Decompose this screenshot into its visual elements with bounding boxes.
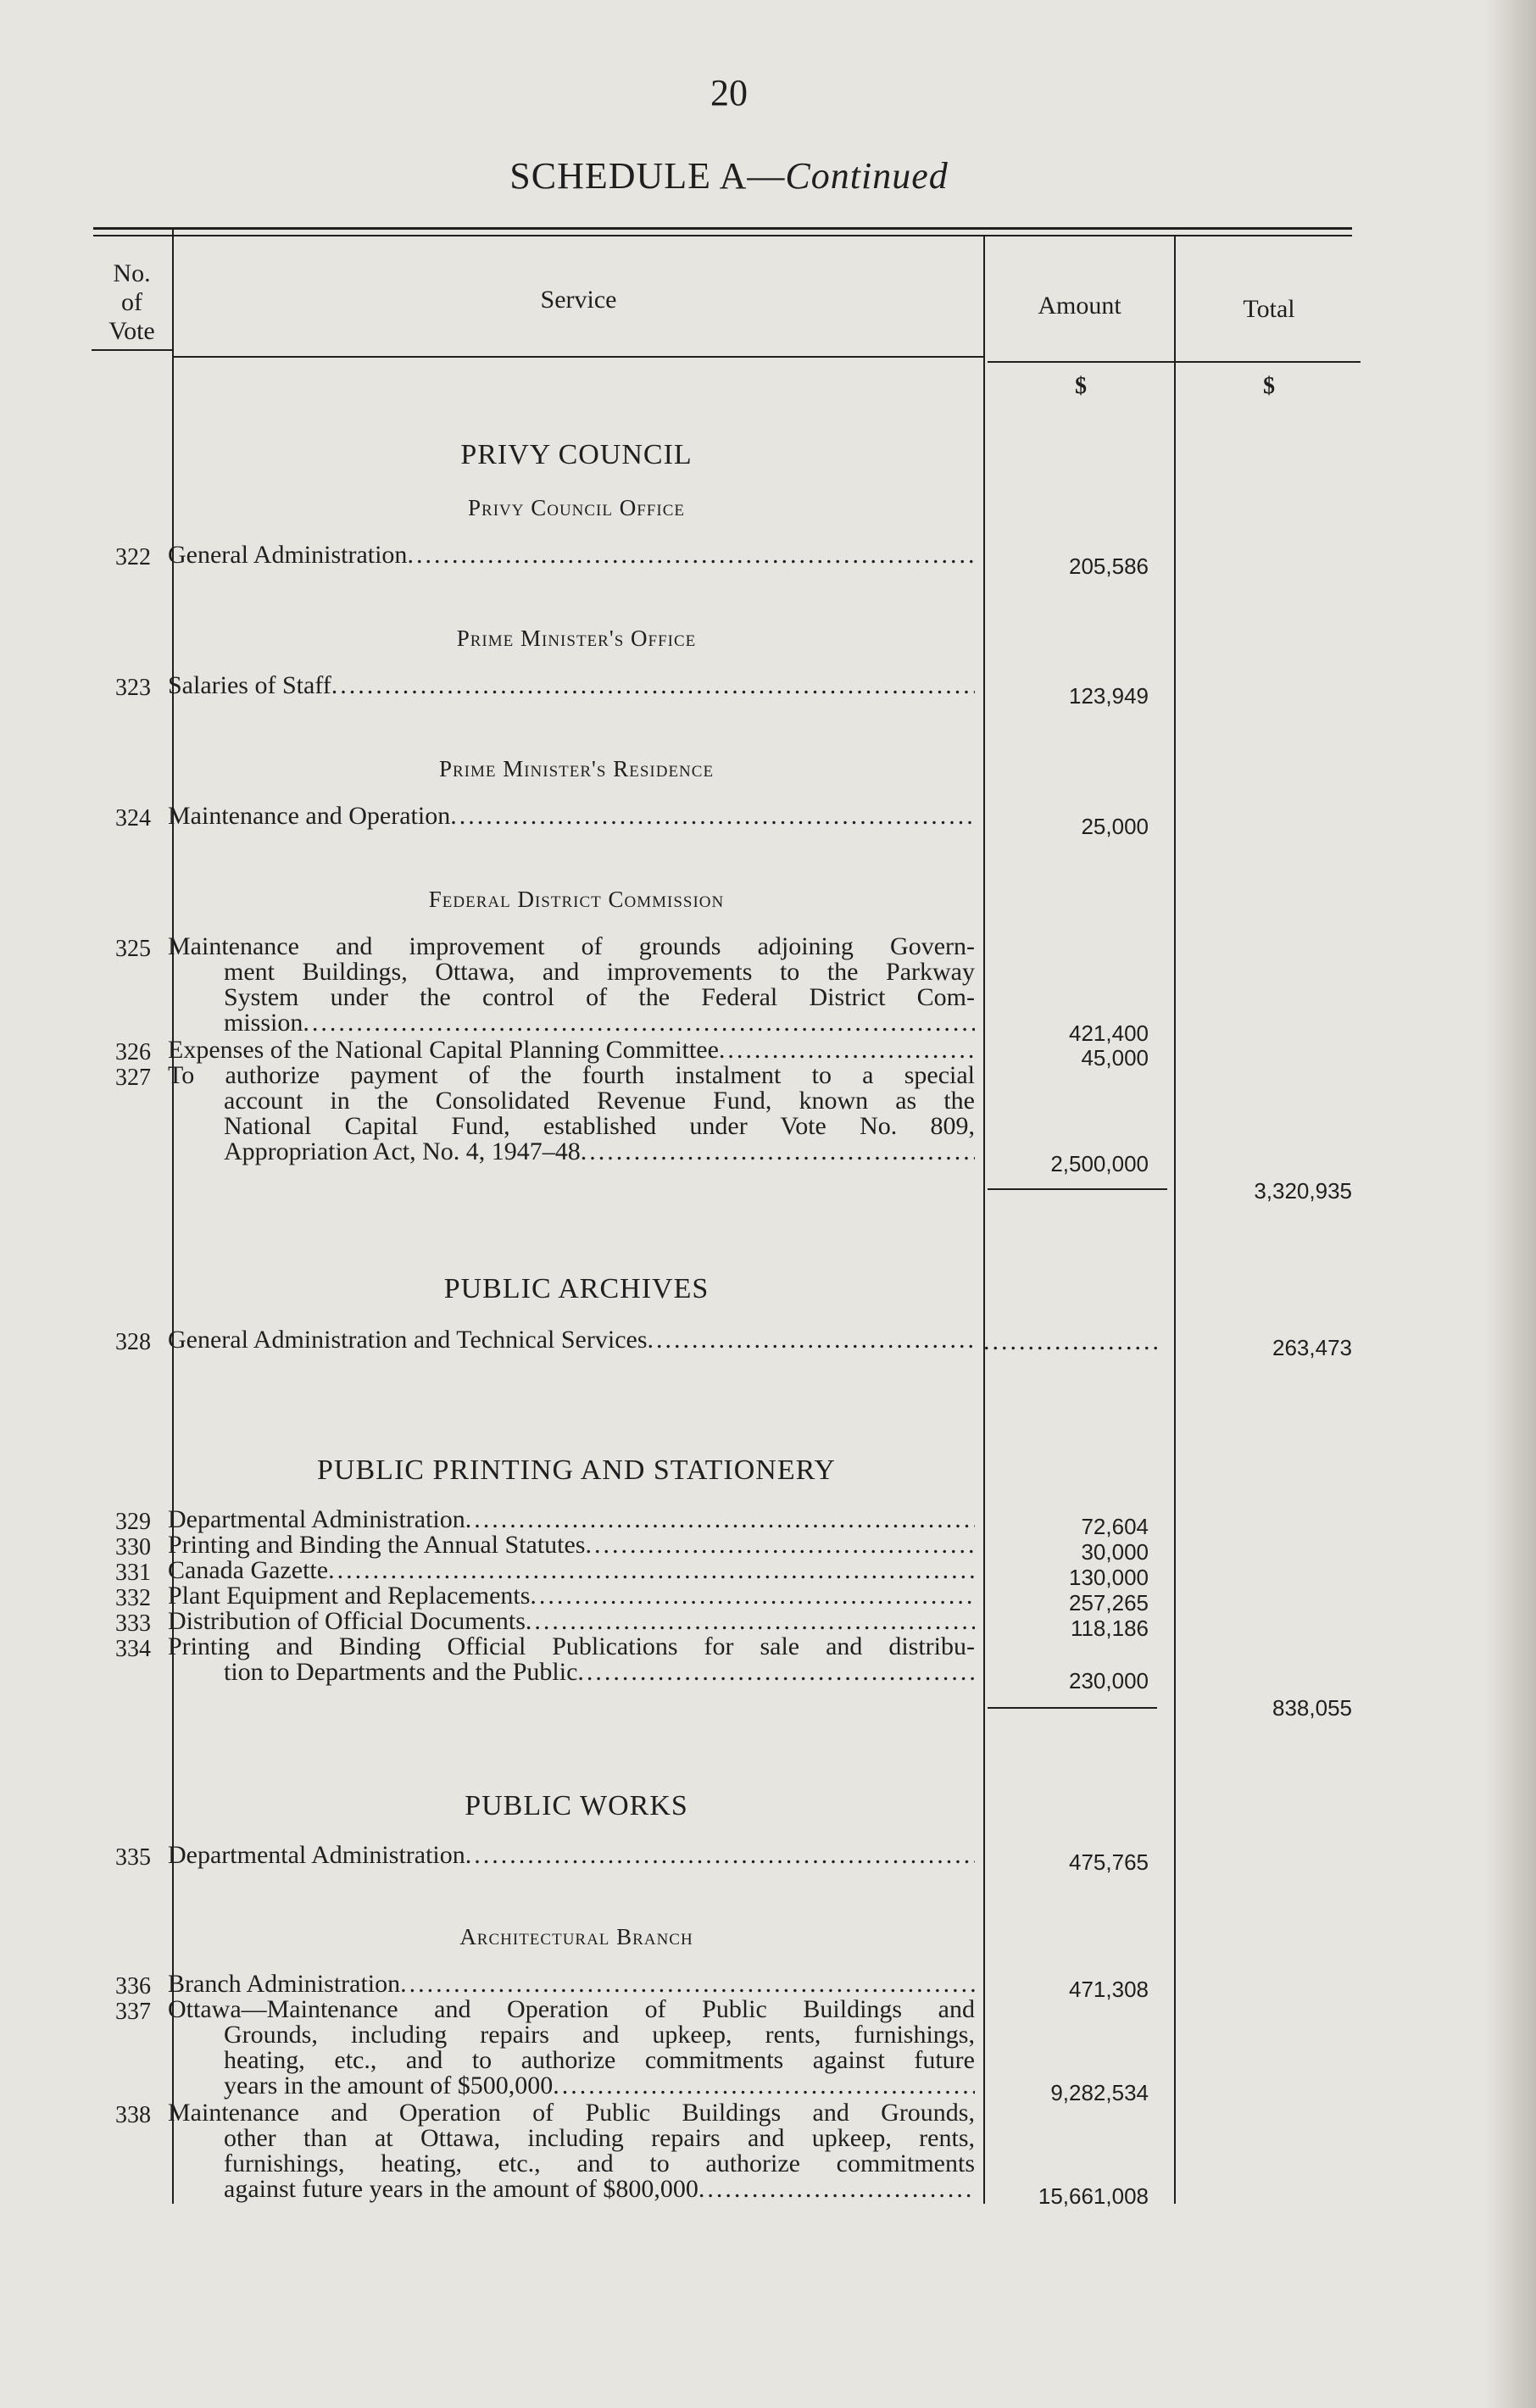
section-heading-privy-council: PRIVY COUNCIL xyxy=(460,439,693,470)
service-line: Branch Administration xyxy=(168,1970,401,1998)
service-description xyxy=(168,1507,975,1532)
leader-dots xyxy=(581,1139,975,1165)
header-amount: Amount xyxy=(1038,292,1121,320)
header-no-of-vote xyxy=(92,259,172,346)
service-description xyxy=(168,2100,975,2202)
service-line: General Administration xyxy=(168,541,408,569)
amount-value: 25,000 xyxy=(1081,814,1149,839)
vote-number: 325 xyxy=(115,936,151,962)
amount-value: 205,586 xyxy=(1069,553,1149,579)
vote-number: 333 xyxy=(115,1610,151,1637)
amount-currency-sign: $ xyxy=(1075,373,1087,399)
column-separator-service-amount xyxy=(983,236,985,2204)
vote-number: 328 xyxy=(115,1329,151,1355)
leader-dots xyxy=(577,1660,975,1685)
service-line: Plant Equipment and Replacements xyxy=(168,1582,531,1610)
leader-dots xyxy=(331,673,975,698)
amount-value: 30,000 xyxy=(1081,1539,1149,1565)
vote-number: 335 xyxy=(115,1844,151,1871)
service-line: heating, etc., and to authorize commitments against future xyxy=(224,2046,975,2074)
service-line: Maintenance and Operation of Public Buildings and Grounds, xyxy=(168,2099,975,2127)
vote-number: 324 xyxy=(115,805,151,831)
service-line: National Capital Fund, established under Vote No. 809, xyxy=(224,1112,975,1140)
service-line: Canada Gazette xyxy=(168,1556,329,1584)
column-separator-vote-service xyxy=(172,229,174,2204)
schedule-title xyxy=(0,154,1458,197)
section-heading-public-archives: PUBLIC ARCHIVES xyxy=(443,1273,710,1304)
service-description xyxy=(168,1063,975,1165)
service-description xyxy=(168,1609,975,1634)
service-line: Expenses of the National Capital Planning Committee xyxy=(168,1036,719,1064)
vote-number: 334 xyxy=(115,1636,151,1662)
service-description xyxy=(168,673,975,698)
service-description xyxy=(168,1843,975,1868)
amount-value: 72,604 xyxy=(1081,1514,1149,1539)
service-line: other than at Ottawa, including repairs and upkeep, rents, xyxy=(224,2124,975,2152)
service-description xyxy=(168,1971,975,1997)
amount-value: 9,282,534 xyxy=(1050,2080,1149,2105)
vote-number: 337 xyxy=(115,1999,151,2025)
subheading-privy-council-office: Privy Council Office xyxy=(468,495,685,520)
leader-dots xyxy=(530,1583,975,1609)
leader-dots xyxy=(648,1327,975,1353)
vote-number: 336 xyxy=(115,1973,151,1999)
service-line: tion to Departments and the Public xyxy=(224,1658,578,1686)
column-separator-amount-total xyxy=(1174,236,1176,2204)
amount-value: 471,308 xyxy=(1069,1977,1149,2002)
service-description xyxy=(168,1583,975,1609)
header-bottom-rule-service xyxy=(174,356,983,358)
section-heading-public-works: PUBLIC WORKS xyxy=(465,1790,688,1821)
header-service: Service xyxy=(540,286,617,314)
header-total: Total xyxy=(1243,295,1295,323)
service-line: Appropriation Act, No. 4, 1947–48 xyxy=(224,1137,581,1165)
leader-dots xyxy=(553,2073,975,2099)
vote-number: 322 xyxy=(115,544,151,570)
service-description xyxy=(168,934,975,1036)
service-line: furnishings, heating, etc., and to authorize commitments xyxy=(224,2149,975,2177)
service-line: Departmental Administration xyxy=(168,1505,465,1533)
header-double-rule-top xyxy=(93,227,1352,230)
subheading-architectural-branch: Architectural Branch xyxy=(459,1924,693,1949)
header-bottom-rule-vote xyxy=(92,349,172,351)
service-line: years in the amount of $500,000 xyxy=(224,2072,554,2099)
vote-number: 329 xyxy=(115,1509,151,1535)
total-value: 838,055 xyxy=(1272,1695,1352,1721)
service-line: Printing and Binding the Annual Statutes xyxy=(168,1531,586,1559)
leader-dots xyxy=(328,1558,975,1583)
vote-number: 330 xyxy=(115,1534,151,1560)
header-of-line: of xyxy=(121,288,142,316)
amount-value: 45,000 xyxy=(1081,1045,1149,1071)
service-line: System under the control of the Federal District Com- xyxy=(224,983,975,1011)
service-description xyxy=(168,1634,975,1685)
vote-number: 332 xyxy=(115,1585,151,1611)
amount-value: 257,265 xyxy=(1069,1590,1149,1616)
leader-dots xyxy=(303,1010,975,1036)
amount-value: 130,000 xyxy=(1069,1565,1149,1590)
header-double-rule-bottom xyxy=(93,235,1352,236)
service-description xyxy=(168,804,975,829)
amount-value: 475,765 xyxy=(1069,1849,1149,1875)
leader-dots xyxy=(465,1507,975,1532)
amount-value: 15,661,008 xyxy=(1038,2183,1149,2209)
service-description xyxy=(168,542,975,568)
amount-value: 118,186 xyxy=(1070,1616,1149,1641)
service-description xyxy=(168,1558,975,1583)
leader-dots xyxy=(400,1971,975,1997)
service-line: Printing and Binding Official Publications for sale and distribu- xyxy=(168,1632,975,1660)
amount-value: 421,400 xyxy=(1069,1020,1149,1046)
service-description xyxy=(168,1532,975,1558)
leader-dots xyxy=(698,2177,975,2202)
service-line: Salaries of Staff xyxy=(168,671,331,699)
total-value: 263,473 xyxy=(1272,1335,1352,1360)
service-line: Ottawa—Maintenance and Operation of Public Buildings and xyxy=(168,1995,975,2023)
total-value: 3,320,935 xyxy=(1254,1178,1352,1204)
vote-number: 323 xyxy=(115,675,151,701)
service-line: ment Buildings, Ottawa, and improvements to the Parkway xyxy=(224,958,975,986)
subheading-prime-ministers-residence: Prime Minister's Residence xyxy=(438,756,715,781)
amount-leader-dots xyxy=(983,1327,1161,1356)
vote-number: 327 xyxy=(115,1065,151,1091)
amount-value: 123,949 xyxy=(1069,683,1149,709)
vote-number: 331 xyxy=(115,1560,151,1586)
subtotal-rule xyxy=(988,1188,1167,1190)
service-line: General Administration and Technical Services xyxy=(168,1326,648,1354)
service-line: Maintenance and Operation xyxy=(168,802,451,830)
leader-dots xyxy=(450,804,975,829)
service-line: Maintenance and improvement of grounds adjoining Govern- xyxy=(168,932,975,960)
subtotal-rule xyxy=(988,1707,1157,1709)
vote-number: 326 xyxy=(115,1039,151,1065)
service-line: against future years in the amount of $800,000 xyxy=(224,2175,698,2203)
service-line: mission xyxy=(224,1009,303,1037)
page-number: 20 xyxy=(710,72,748,114)
leader-dots xyxy=(407,542,975,568)
section-heading-public-printing-and-stationery: PUBLIC PRINTING AND STATIONERY xyxy=(317,1454,836,1486)
amount-value: 2,500,000 xyxy=(1050,1151,1149,1176)
service-line: Distribution of Official Documents xyxy=(168,1607,526,1635)
page-edge-shadow xyxy=(1485,0,1536,2408)
service-line: To authorize payment of the fourth instalment to a special xyxy=(168,1061,975,1089)
service-line: account in the Consolidated Revenue Fund, known as the xyxy=(224,1087,975,1115)
amount-value: 230,000 xyxy=(1069,1668,1149,1693)
service-line: Departmental Administration xyxy=(168,1841,465,1869)
header-no-line: No. xyxy=(113,259,151,287)
service-description xyxy=(168,1327,975,1353)
leader-dots xyxy=(585,1532,975,1558)
header-vote-line: Vote xyxy=(109,317,155,345)
service-line: Grounds, including repairs and upkeep, rents, furnishings, xyxy=(224,2021,975,2049)
leader-dots xyxy=(719,1037,975,1063)
title-main: SCHEDULE A— xyxy=(509,155,786,197)
leader-dots xyxy=(465,1843,975,1868)
vote-number: 338 xyxy=(115,2102,151,2128)
subheading-federal-district-commission: Federal District Commission xyxy=(428,887,725,912)
subheading-prime-ministers-office: Prime Minister's Office xyxy=(456,626,697,651)
title-italic: Continued xyxy=(785,155,949,197)
service-description xyxy=(168,1997,975,2099)
service-description xyxy=(168,1037,975,1063)
total-currency-sign: $ xyxy=(1263,373,1275,399)
leader-dots xyxy=(526,1609,975,1634)
